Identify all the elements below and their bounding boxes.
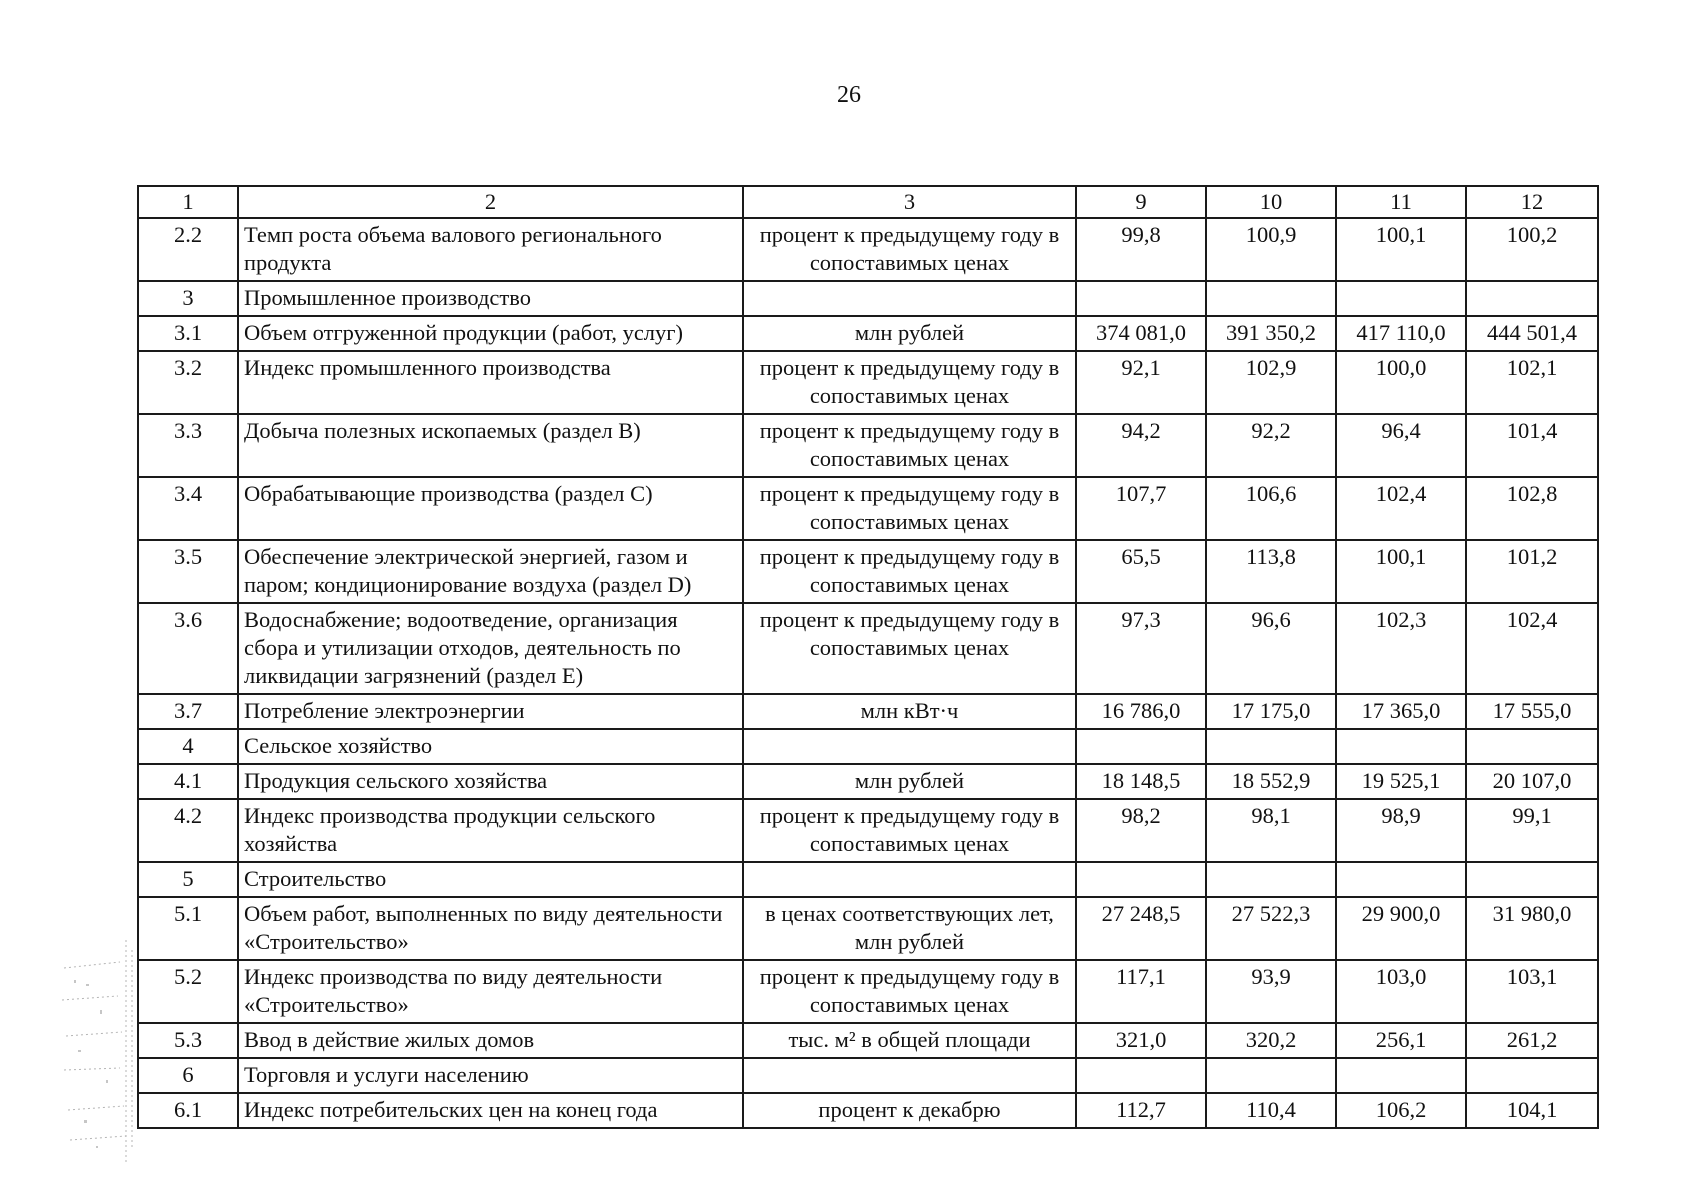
- value-cell-9: 94,2: [1076, 414, 1206, 477]
- column-header: 10: [1206, 186, 1336, 218]
- row-number-cell: 5.2: [138, 960, 238, 1023]
- table-row: [138, 603, 1598, 694]
- value-cell-12: [1466, 862, 1598, 897]
- column-header: 12: [1466, 186, 1598, 218]
- row-number-cell: 3.4: [138, 477, 238, 540]
- column-header: 1: [138, 186, 238, 218]
- value-cell-10: 96,6: [1206, 603, 1336, 694]
- value-cell-10: 110,4: [1206, 1093, 1336, 1128]
- value-cell-10: 17 175,0: [1206, 694, 1336, 729]
- row-number-cell: 5.1: [138, 897, 238, 960]
- value-cell-12: 102,8: [1466, 477, 1598, 540]
- value-cell-11: 19 525,1: [1336, 764, 1466, 799]
- section-name-cell: Сельское хозяйство: [238, 729, 743, 764]
- unit-cell: процент к предыдущему году в сопоставимых ценах: [743, 351, 1076, 414]
- value-cell-9: 97,3: [1076, 603, 1206, 694]
- value-cell-9: 99,8: [1076, 218, 1206, 281]
- indicators-table: [137, 185, 1599, 1129]
- row-number-cell: 4: [138, 729, 238, 764]
- value-cell-12: 99,1: [1466, 799, 1598, 862]
- value-cell-12: 20 107,0: [1466, 764, 1598, 799]
- row-number-cell: 2.2: [138, 218, 238, 281]
- value-cell-10: 92,2: [1206, 414, 1336, 477]
- value-cell-11: 102,4: [1336, 477, 1466, 540]
- indicator-name-cell: Объем отгруженной продукции (работ, услуг): [238, 316, 743, 351]
- row-number-cell: 6.1: [138, 1093, 238, 1128]
- value-cell-11: 100,1: [1336, 540, 1466, 603]
- value-cell-12: 103,1: [1466, 960, 1598, 1023]
- value-cell-11: 417 110,0: [1336, 316, 1466, 351]
- unit-cell: млн рублей: [743, 316, 1076, 351]
- indicator-name-cell: Индекс производства по виду деятельности «Строительство»: [238, 960, 743, 1023]
- table-row: [138, 960, 1598, 1023]
- value-cell-9: 65,5: [1076, 540, 1206, 603]
- value-cell-11: [1336, 862, 1466, 897]
- column-header: 9: [1076, 186, 1206, 218]
- indicator-name-cell: Индекс промышленного производства: [238, 351, 743, 414]
- value-cell-12: 104,1: [1466, 1093, 1598, 1128]
- value-cell-10: [1206, 729, 1336, 764]
- indicator-name-cell: Добыча полезных ископаемых (раздел B): [238, 414, 743, 477]
- value-cell-10: [1206, 1058, 1336, 1093]
- value-cell-11: 96,4: [1336, 414, 1466, 477]
- value-cell-12: 31 980,0: [1466, 897, 1598, 960]
- value-cell-10: [1206, 862, 1336, 897]
- indicator-name-cell: Водоснабжение; водоотведение, организация сбора и утилизации отходов, деятельность по ликвидации загрязнений (раздел E): [238, 603, 743, 694]
- row-number-cell: 3.5: [138, 540, 238, 603]
- row-number-cell: 3: [138, 281, 238, 316]
- value-cell-11: 256,1: [1336, 1023, 1466, 1058]
- value-cell-12: 100,2: [1466, 218, 1598, 281]
- value-cell-10: [1206, 281, 1336, 316]
- value-cell-10: 98,1: [1206, 799, 1336, 862]
- indicator-name-cell: Темп роста объема валового регионального продукта: [238, 218, 743, 281]
- unit-cell: процент к предыдущему году в сопоставимых ценах: [743, 540, 1076, 603]
- row-number-cell: 3.6: [138, 603, 238, 694]
- value-cell-11: [1336, 729, 1466, 764]
- value-cell-10: 391 350,2: [1206, 316, 1336, 351]
- value-cell-10: 93,9: [1206, 960, 1336, 1023]
- unit-cell: процент к декабрю: [743, 1093, 1076, 1128]
- indicator-name-cell: Объем работ, выполненных по виду деятельности «Строительство»: [238, 897, 743, 960]
- column-header: 3: [743, 186, 1076, 218]
- unit-cell: процент к предыдущему году в сопоставимых ценах: [743, 799, 1076, 862]
- row-number-cell: 4.1: [138, 764, 238, 799]
- row-number-cell: 6: [138, 1058, 238, 1093]
- table-row: [138, 477, 1598, 540]
- row-number-cell: 5: [138, 862, 238, 897]
- table-row: [138, 694, 1598, 729]
- value-cell-10: 106,6: [1206, 477, 1336, 540]
- table-row: [138, 540, 1598, 603]
- row-number-cell: 3.3: [138, 414, 238, 477]
- indicator-name-cell: Обрабатывающие производства (раздел C): [238, 477, 743, 540]
- value-cell-11: 17 365,0: [1336, 694, 1466, 729]
- value-cell-11: 100,0: [1336, 351, 1466, 414]
- indicator-name-cell: Индекс производства продукции сельского хозяйства: [238, 799, 743, 862]
- table-row: [138, 351, 1598, 414]
- page-number: 26: [837, 82, 861, 108]
- unit-cell: процент к предыдущему году в сопоставимых ценах: [743, 218, 1076, 281]
- value-cell-10: 18 552,9: [1206, 764, 1336, 799]
- value-cell-12: 17 555,0: [1466, 694, 1598, 729]
- value-cell-12: [1466, 1058, 1598, 1093]
- table-row: [138, 764, 1598, 799]
- table-row: [138, 414, 1598, 477]
- section-name-cell: Промышленное производство: [238, 281, 743, 316]
- table-section-row: [138, 281, 1598, 316]
- table-section-row: [138, 729, 1598, 764]
- unit-cell: процент к предыдущему году в сопоставимых ценах: [743, 414, 1076, 477]
- value-cell-9: 98,2: [1076, 799, 1206, 862]
- section-name-cell: Торговля и услуги населению: [238, 1058, 743, 1093]
- value-cell-11: [1336, 1058, 1466, 1093]
- value-cell-11: [1336, 281, 1466, 316]
- value-cell-11: 100,1: [1336, 218, 1466, 281]
- unit-cell: процент к предыдущему году в сопоставимых ценах: [743, 960, 1076, 1023]
- value-cell-10: 27 522,3: [1206, 897, 1336, 960]
- value-cell-11: 29 900,0: [1336, 897, 1466, 960]
- value-cell-11: 98,9: [1336, 799, 1466, 862]
- table-row: [138, 799, 1598, 862]
- value-cell-10: 113,8: [1206, 540, 1336, 603]
- value-cell-11: 103,0: [1336, 960, 1466, 1023]
- value-cell-9: 112,7: [1076, 1093, 1206, 1128]
- row-number-cell: 3.1: [138, 316, 238, 351]
- value-cell-10: 100,9: [1206, 218, 1336, 281]
- value-cell-11: 106,2: [1336, 1093, 1466, 1128]
- unit-cell: тыс. м² в общей площади: [743, 1023, 1076, 1058]
- row-number-cell: 5.3: [138, 1023, 238, 1058]
- row-number-cell: 4.2: [138, 799, 238, 862]
- row-number-cell: 3.7: [138, 694, 238, 729]
- table-section-row: [138, 862, 1598, 897]
- value-cell-9: 374 081,0: [1076, 316, 1206, 351]
- table-header-row: [138, 186, 1598, 218]
- value-cell-12: [1466, 729, 1598, 764]
- indicator-name-cell: Потребление электроэнергии: [238, 694, 743, 729]
- unit-cell: [743, 862, 1076, 897]
- column-header: 11: [1336, 186, 1466, 218]
- scan-stamp-mark: [56, 940, 146, 1162]
- value-cell-12: 101,4: [1466, 414, 1598, 477]
- unit-cell: млн кВт·ч: [743, 694, 1076, 729]
- indicator-name-cell: Обеспечение электрической энергией, газом и паром; кондиционирование воздуха (раздел D): [238, 540, 743, 603]
- value-cell-9: 117,1: [1076, 960, 1206, 1023]
- value-cell-9: 16 786,0: [1076, 694, 1206, 729]
- table-row: [138, 1093, 1598, 1128]
- value-cell-11: 102,3: [1336, 603, 1466, 694]
- value-cell-9: 92,1: [1076, 351, 1206, 414]
- value-cell-12: 101,2: [1466, 540, 1598, 603]
- column-header: 2: [238, 186, 743, 218]
- value-cell-10: 320,2: [1206, 1023, 1336, 1058]
- unit-cell: [743, 729, 1076, 764]
- value-cell-9: [1076, 729, 1206, 764]
- value-cell-9: 27 248,5: [1076, 897, 1206, 960]
- indicator-name-cell: Индекс потребительских цен на конец года: [238, 1093, 743, 1128]
- row-number-cell: 3.2: [138, 351, 238, 414]
- table-row: [138, 1023, 1598, 1058]
- unit-cell: в ценах соответствующих лет, млн рублей: [743, 897, 1076, 960]
- unit-cell: [743, 1058, 1076, 1093]
- value-cell-12: [1466, 281, 1598, 316]
- unit-cell: процент к предыдущему году в сопоставимых ценах: [743, 603, 1076, 694]
- section-name-cell: Строительство: [238, 862, 743, 897]
- unit-cell: процент к предыдущему году в сопоставимых ценах: [743, 477, 1076, 540]
- unit-cell: млн рублей: [743, 764, 1076, 799]
- value-cell-12: 444 501,4: [1466, 316, 1598, 351]
- value-cell-9: 321,0: [1076, 1023, 1206, 1058]
- value-cell-12: 102,4: [1466, 603, 1598, 694]
- value-cell-9: 18 148,5: [1076, 764, 1206, 799]
- unit-cell: [743, 281, 1076, 316]
- indicator-name-cell: Продукция сельского хозяйства: [238, 764, 743, 799]
- table-section-row: [138, 1058, 1598, 1093]
- table-row: [138, 316, 1598, 351]
- value-cell-9: [1076, 281, 1206, 316]
- value-cell-10: 102,9: [1206, 351, 1336, 414]
- value-cell-12: 261,2: [1466, 1023, 1598, 1058]
- indicator-name-cell: Ввод в действие жилых домов: [238, 1023, 743, 1058]
- value-cell-9: [1076, 862, 1206, 897]
- value-cell-12: 102,1: [1466, 351, 1598, 414]
- value-cell-9: 107,7: [1076, 477, 1206, 540]
- indicators-table-container: [137, 185, 1597, 1129]
- table-row: [138, 897, 1598, 960]
- value-cell-9: [1076, 1058, 1206, 1093]
- table-row: [138, 218, 1598, 281]
